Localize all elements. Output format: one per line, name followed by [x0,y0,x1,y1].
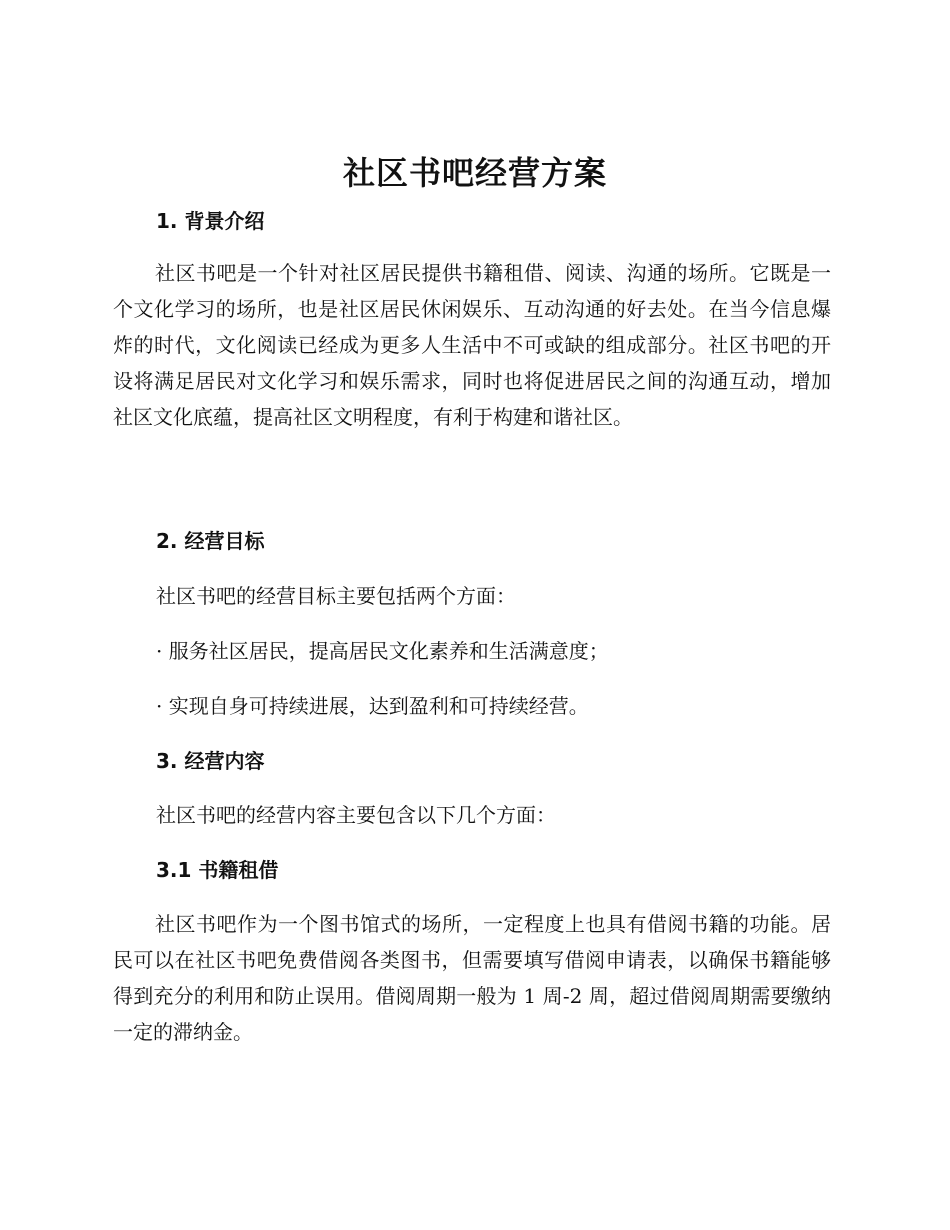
list-item-goal-2: · 实现自身可持续进展，达到盈利和可持续经营。 [156,694,589,718]
document-title: 社区书吧经营方案 [342,154,607,192]
section-heading-goals: 2. 经营目标 [156,529,265,553]
paragraph-background: 社区书吧是一个针对社区居民提供书籍租借、阅读、沟通的场所。它既是一个文化学习的场所，也是社区居民休闲娱乐、互动沟通的好去处。在当今信息爆炸的时代，文化阅读已经成为更多人生活中不可或缺的组成部分。社区书吧的开设将满足居民对文化学习和娱乐需求，同时也将促进居民之间的沟通互动，增加社区文化底蕴，提高社区文明程度，有利于构建和谐社区。 [113,261,831,429]
subsection-heading-book-lending: 3.1 书籍租借 [156,858,279,882]
paragraph-content-intro: 社区书吧的经营内容主要包含以下几个方面： [156,803,556,827]
section-heading-background: 1. 背景介绍 [156,209,265,233]
list-item-goal-1: · 服务社区居民，提高居民文化素养和生活满意度； [156,639,609,663]
paragraph-goals-intro: 社区书吧的经营目标主要包括两个方面： [156,584,516,608]
section-heading-content: 3. 经营内容 [156,749,265,773]
paragraph-book-lending: 社区书吧作为一个图书馆式的场所，一定程度上也具有借阅书籍的功能。居民可以在社区书吧免费借阅各类图书，但需要填写借阅申请表，以确保书籍能够得到充分的利用和防止误用。借阅周期一般为 1 周-2 周，超过借阅周期需要缴纳一定的滞纳金。 [113,912,831,1044]
